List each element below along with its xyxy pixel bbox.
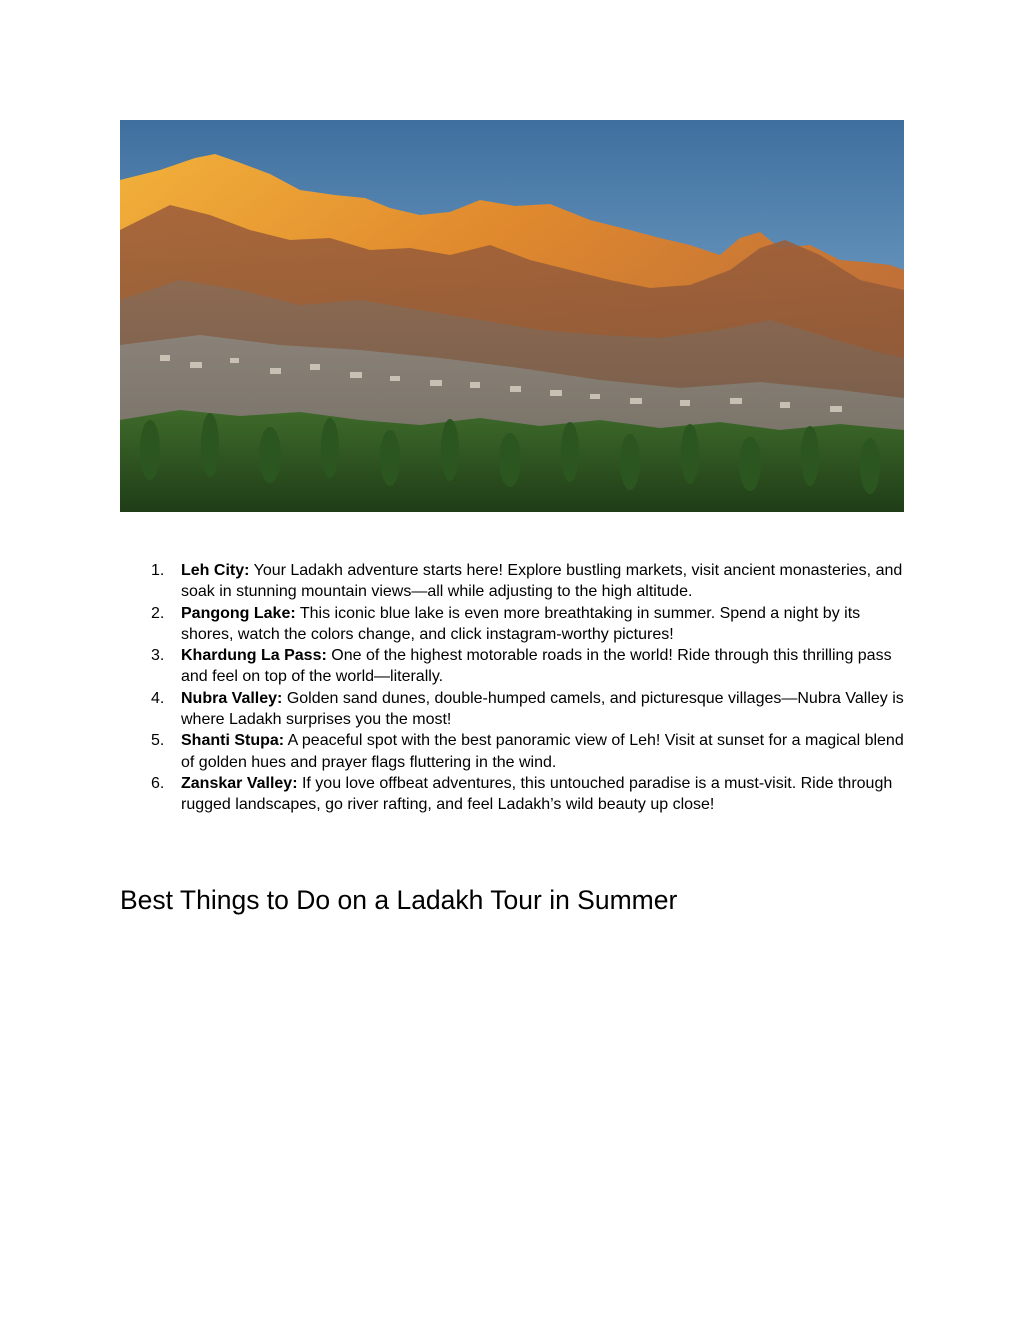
list-item-title: Leh City: [181, 562, 250, 579]
list-item [120, 645, 910, 688]
list-item-title: Zanskar Valley: [181, 774, 298, 792]
list-item [120, 773, 910, 816]
places-list [120, 560, 910, 816]
list-item-title: Nubra Valley: [181, 689, 283, 707]
list-item-number: 1. [151, 562, 165, 579]
list-item-number: 6. [151, 774, 165, 792]
list-item-number: 2. [151, 604, 165, 622]
list-item [120, 603, 910, 646]
leh-landscape-photo [120, 120, 904, 512]
list-item [120, 688, 910, 731]
section-heading: Best Things to Do on a Ladakh Tour in Summer [120, 885, 678, 915]
list-item-text: This iconic blue lake is even more breathtaking in summer. Spend a night by its shores, watch the colors change, and click instagram-worthy pictures! [181, 604, 861, 643]
list-item-title: Pangong Lake: [181, 604, 296, 622]
list-item [120, 560, 910, 603]
list-item-number: 4. [151, 689, 165, 707]
list-item [120, 730, 910, 773]
list-item-title: Shanti Stupa: [181, 732, 285, 750]
list-item-text: If you love offbeat adventures, this untouched paradise is a must-visit. Ride through rugged landscapes, go river rafting, and feel Ladakh’s wild beauty up close! [181, 774, 893, 814]
list-item-text: A peaceful spot with the best panoramic view of Leh! Visit at sunset for a magical blend of golden hues and prayer flags fluttering in the wind. [181, 732, 904, 771]
list-item-number: 3. [151, 647, 165, 665]
list-item-title: Khardung La Pass: [181, 647, 327, 665]
list-item-text: Golden sand dunes, double-humped camels, and picturesque villages—Nubra Valley is where Ladakh surprises you the most! [181, 689, 904, 729]
list-item-text: Your Ladakh adventure starts here! Explore bustling markets, visit ancient monasteries, and soak in stunning mountain views—all while adjusting to the high altitude. [181, 562, 903, 601]
list-item-number: 5. [151, 732, 165, 750]
list-item-text: One of the highest motorable roads in the world! Ride through this thrilling pass and feel on top of the world—literally. [181, 647, 892, 686]
